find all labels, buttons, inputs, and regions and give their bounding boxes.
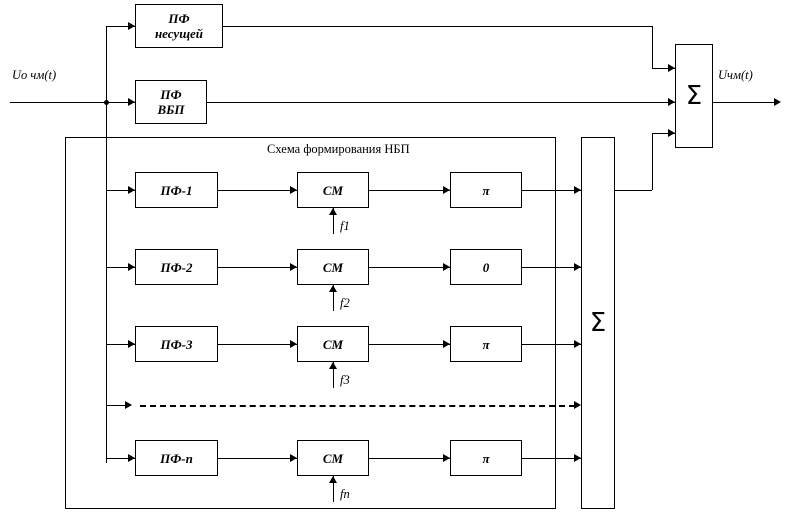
arrow-pf1-to-sm1 xyxy=(290,186,297,194)
block-sm-3 xyxy=(297,326,369,362)
nbp-section-title: Схема формирования НБП xyxy=(267,142,410,156)
freq-label-fn: fn xyxy=(340,487,350,501)
input-label: Uо чм(t) xyxy=(12,68,57,82)
arrow-sm2-to-phase2 xyxy=(443,263,450,271)
arrow-phase2-to-sum xyxy=(574,263,581,271)
block-sm-1 xyxy=(297,172,369,208)
arrow-to-pf-1 xyxy=(128,186,135,194)
arrow-pfn-to-smn xyxy=(290,454,297,462)
wire-innersum-up xyxy=(652,133,653,190)
summator-output: Σ xyxy=(675,44,713,148)
wire-phase1-to-sum xyxy=(522,190,581,191)
arrow-ellipsis-to-sum xyxy=(574,401,581,409)
block-sm-n-label: СМ xyxy=(322,450,344,466)
block-pf-carrier xyxy=(135,4,223,48)
freq-label-f1: f1 xyxy=(340,219,350,233)
arrow-pf3-to-sm3 xyxy=(290,340,297,348)
block-phase-3 xyxy=(450,326,522,362)
block-pf-2 xyxy=(135,249,218,285)
wire-pf1-to-sm1 xyxy=(218,190,297,191)
wire-pf3-to-sm3 xyxy=(218,344,297,345)
arrow-sm3-to-phase3 xyxy=(443,340,450,348)
arrow-to-pf-carrier xyxy=(128,22,135,30)
wire-sm1-to-phase1 xyxy=(369,190,450,191)
block-pf-3 xyxy=(135,326,218,362)
freq-label-f3: f3 xyxy=(340,373,350,387)
block-phase-1-label: π xyxy=(482,182,490,198)
block-sm-3-label: СМ xyxy=(322,336,344,352)
arrow-vbp-into-sum xyxy=(668,98,675,106)
arrow-innersum-into-outer xyxy=(668,129,675,137)
block-sm-n xyxy=(297,440,369,476)
block-pf-carrier-line1: ПФ xyxy=(168,11,190,26)
block-pf-vbp xyxy=(135,80,207,124)
arrow-carrier-into-sum xyxy=(668,64,675,72)
block-pf-2-label: ПФ-2 xyxy=(160,259,193,275)
wire-pfn-to-smn xyxy=(218,458,297,459)
arrow-f2-input xyxy=(329,285,337,292)
block-pf-n xyxy=(135,440,218,476)
block-sm-1-label: СМ xyxy=(322,182,344,198)
block-pf-n-label: ПФ-n xyxy=(160,450,193,466)
arrow-sm1-to-phase1 xyxy=(443,186,450,194)
block-phase-1 xyxy=(450,172,522,208)
block-sm-2 xyxy=(297,249,369,285)
output-label: Uчм(t) xyxy=(718,68,753,82)
arrow-to-ellipsis xyxy=(125,401,132,409)
arrow-to-pf-2 xyxy=(128,263,135,271)
block-pf-1 xyxy=(135,172,218,208)
block-phase-n-label: π xyxy=(482,450,490,466)
wire-sm3-to-phase3 xyxy=(369,344,450,345)
arrow-fn-input xyxy=(329,476,337,483)
block-sm-2-label: СМ xyxy=(322,259,344,275)
input-arrow xyxy=(128,98,135,106)
arrow-smn-to-phasen xyxy=(443,454,450,462)
wire-phase3-to-sum xyxy=(522,344,581,345)
block-pf-1-label: ПФ-1 xyxy=(160,182,193,198)
block-phase-2 xyxy=(450,249,522,285)
ellipsis-dashed-line xyxy=(140,405,575,407)
input-trunk-vertical xyxy=(106,26,107,463)
arrow-f3-input xyxy=(329,362,337,369)
arrow-pf2-to-sm2 xyxy=(290,263,297,271)
arrow-to-pf-n xyxy=(128,454,135,462)
wire-carrier-drop xyxy=(652,26,653,68)
block-pf-3-label: ПФ-3 xyxy=(160,336,193,352)
wire-phasen-to-sum xyxy=(522,458,581,459)
input-wire xyxy=(10,102,135,103)
arrow-f1-input xyxy=(329,208,337,215)
block-pf-vbp-line1: ПФ xyxy=(160,87,182,102)
freq-label-f2: f2 xyxy=(340,296,350,310)
block-phase-n xyxy=(450,440,522,476)
wire-phase2-to-sum xyxy=(522,267,581,268)
arrow-phase3-to-sum xyxy=(574,340,581,348)
output-wire xyxy=(713,102,779,103)
wire-innersum-out xyxy=(615,190,652,191)
wire-carrier-to-sum xyxy=(223,26,653,27)
block-phase-3-label: π xyxy=(482,336,490,352)
arrow-to-pf-3 xyxy=(128,340,135,348)
block-pf-vbp-line2: ВБП xyxy=(157,102,185,117)
wire-sm2-to-phase2 xyxy=(369,267,450,268)
block-pf-carrier-line2: несущей xyxy=(154,26,204,41)
arrow-phasen-to-sum xyxy=(574,454,581,462)
summator-nbp: Σ xyxy=(581,137,615,509)
block-phase-2-label: 0 xyxy=(482,259,490,275)
output-arrow xyxy=(774,98,781,106)
wire-pf2-to-sm2 xyxy=(218,267,297,268)
arrow-phase1-to-sum xyxy=(574,186,581,194)
wire-smn-to-phasen xyxy=(369,458,450,459)
wire-vbp-to-sum xyxy=(207,102,675,103)
